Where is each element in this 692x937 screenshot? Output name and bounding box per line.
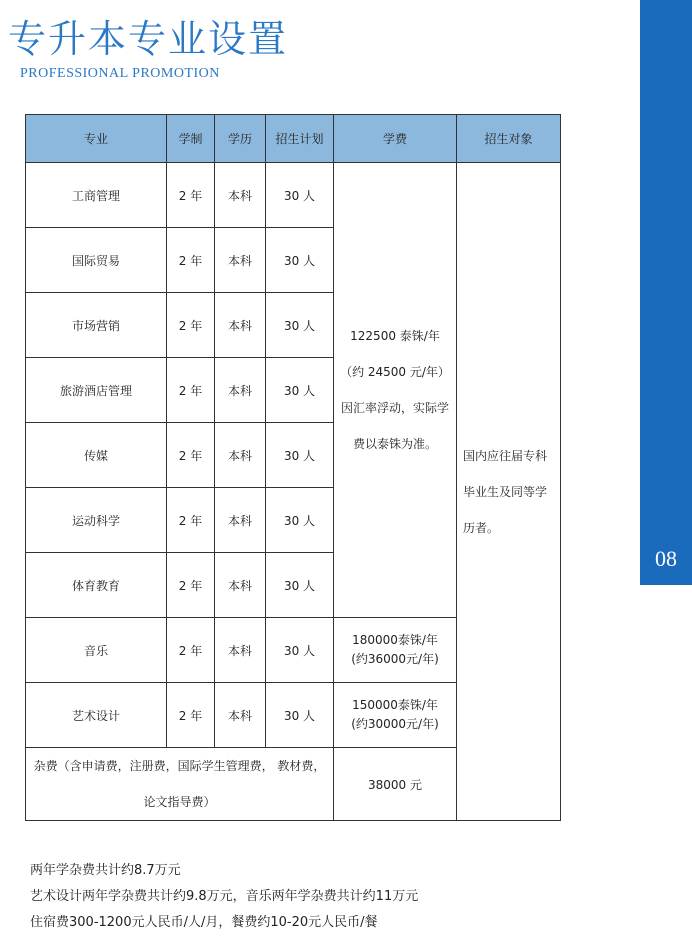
misc-fee-value: 38000 元 <box>334 748 457 821</box>
page-number: 08 <box>655 546 677 571</box>
degree-cell: 本科 <box>215 618 266 683</box>
note-line: 两年学杂费共计约8.7万元 <box>30 863 181 878</box>
program-table <box>25 114 561 821</box>
note-line: 住宿费300-1200元人民币/人/月，餐费约10-20元人民币/餐 <box>30 915 378 930</box>
degree-cell: 本科 <box>215 488 266 553</box>
duration-cell: 2 年 <box>167 488 215 553</box>
tuition-general-line: 122500 泰铢/年 <box>350 329 440 343</box>
plan-cell: 30 人 <box>266 358 334 423</box>
degree-cell: 本科 <box>215 358 266 423</box>
table-row <box>26 163 561 228</box>
degree-cell: 本科 <box>215 683 266 748</box>
target-line: 国内应往届专科 <box>463 448 548 463</box>
degree-cell: 本科 <box>215 293 266 358</box>
duration-cell: 2 年 <box>167 553 215 618</box>
major-cell: 旅游酒店管理 <box>26 358 167 423</box>
duration-cell: 2 年 <box>167 163 215 228</box>
plan-cell: 30 人 <box>266 423 334 488</box>
major-cell: 体育教育 <box>26 553 167 618</box>
plan-cell: 30 人 <box>266 553 334 618</box>
header-plan: 招生计划 <box>266 115 334 163</box>
target-line: 历者。 <box>463 520 500 535</box>
degree-cell: 本科 <box>215 228 266 293</box>
target-cell <box>457 163 561 821</box>
major-cell: 市场营销 <box>26 293 167 358</box>
tuition-music-line: 180000泰铢/年 <box>352 633 438 647</box>
header-tuition: 学费 <box>334 115 457 163</box>
header-duration: 学制 <box>167 115 215 163</box>
tuition-art-line: (约30000元/年) <box>351 717 439 731</box>
note-line: 艺术设计两年学杂费共计约9.8万元，音乐两年学杂费共计约11万元 <box>30 889 419 904</box>
duration-cell: 2 年 <box>167 618 215 683</box>
degree-cell: 本科 <box>215 423 266 488</box>
duration-cell: 2 年 <box>167 293 215 358</box>
plan-cell: 30 人 <box>266 163 334 228</box>
tuition-general-line: 因汇率浮动，实际学 <box>340 401 449 415</box>
tuition-art-cell <box>334 683 457 748</box>
page-title: 专升本专业设置 <box>8 17 289 61</box>
plan-cell: 30 人 <box>266 683 334 748</box>
plan-cell: 30 人 <box>266 228 334 293</box>
header-major: 专业 <box>26 115 167 163</box>
tuition-music-line: (约36000元/年) <box>351 652 439 666</box>
plan-cell: 30 人 <box>266 618 334 683</box>
table-header-row <box>26 115 561 163</box>
major-cell: 工商管理 <box>26 163 167 228</box>
major-cell: 传媒 <box>26 423 167 488</box>
duration-cell: 2 年 <box>167 423 215 488</box>
side-accent-bar <box>640 0 692 585</box>
tuition-general-line: 费以泰铢为准。 <box>352 437 437 451</box>
major-cell: 艺术设计 <box>26 683 167 748</box>
tuition-music-cell <box>334 618 457 683</box>
target-line: 毕业生及同等学 <box>463 484 548 499</box>
major-cell: 运动科学 <box>26 488 167 553</box>
plan-cell: 30 人 <box>266 293 334 358</box>
degree-cell: 本科 <box>215 553 266 618</box>
major-cell: 音乐 <box>26 618 167 683</box>
misc-fee-line: 杂费（含申请费，注册费，国际学生管理费， 教材费， <box>33 759 326 773</box>
major-cell: 国际贸易 <box>26 228 167 293</box>
plan-cell: 30 人 <box>266 488 334 553</box>
header-target: 招生对象 <box>457 115 561 163</box>
page-subtitle: PROFESSIONAL PROMOTION <box>20 66 220 81</box>
tuition-general-line: （约 24500 元/年） <box>340 365 450 379</box>
degree-cell: 本科 <box>215 163 266 228</box>
duration-cell: 2 年 <box>167 228 215 293</box>
misc-fee-line: 论文指导费） <box>143 795 216 809</box>
fee-notes <box>30 858 418 936</box>
tuition-art-line: 150000泰铢/年 <box>352 698 438 712</box>
header-degree: 学历 <box>215 115 266 163</box>
misc-fee-label <box>26 748 334 821</box>
tuition-general-cell <box>334 163 457 618</box>
duration-cell: 2 年 <box>167 358 215 423</box>
duration-cell: 2 年 <box>167 683 215 748</box>
